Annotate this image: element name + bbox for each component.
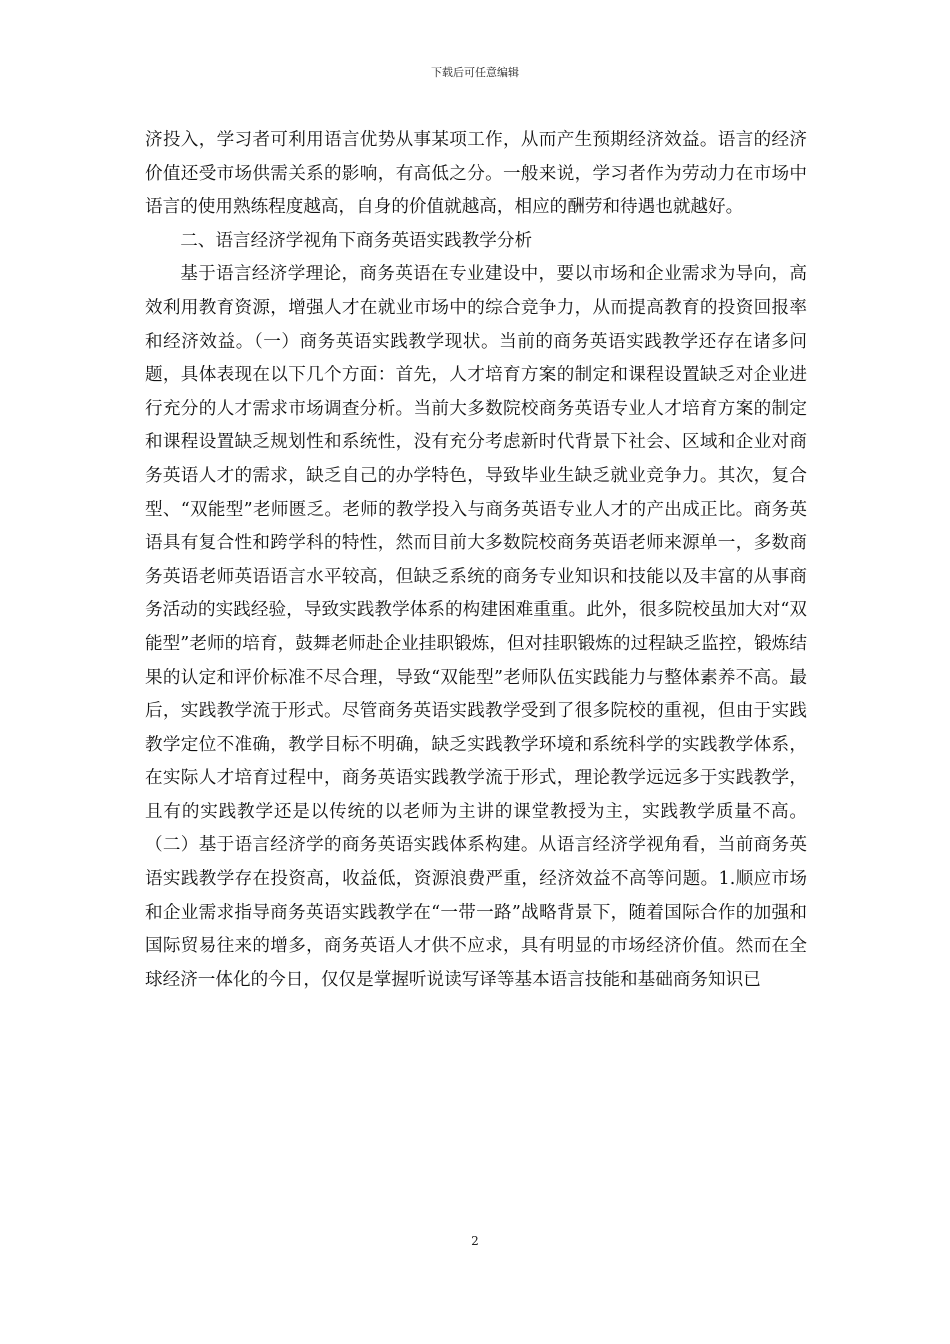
document-body <box>145 124 807 997</box>
page-header: 下载后可任意编辑 <box>431 66 519 79</box>
page-number: 2 <box>471 1234 479 1248</box>
body-paragraph: 基于语言经济学理论，商务英语在专业建设中，要以市场和企业需求为导向，高效利用教育资源，增强人才在就业市场中的综合竞争力，从而提高教育的投资回报率和经济效益。（一）商务英语实践教学现状。当前的商务英语实践教学还存在诸多问题，具体表现在以下几个方面：首先，人才培育方案的制定和课程设置缺乏对企业进行充分的人才需求市场调查分析。当前大多数院校商务英语专业人才培育方案的制定和课程设置缺乏规划性和系统性，没有充分考虑新时代背景下社会、区域和企业对商务英语人才的需求，缺乏自己的办学特色，导致毕业生缺乏就业竞争力。其次，复合型、“双能型”老师匮乏。老师的教学投入与商务英语专业人才的产出成正比。商务英语具有复合性和跨学科的特性，然而目前大多数院校商务英语老师来源单一，多数商务英语老师英语语言水平较高，但缺乏系统的商务专业知识和技能以及丰富的从事商务活动的实践经验，导致实践教学体系的构建困难重重。此外，很多院校虽加大对“双能型”老师的培育，鼓舞老师赴企业挂职锻炼，但对挂职锻炼的过程缺乏监控，锻炼结果的认定和评价标准不尽合理，导致“双能型”老师队伍实践能力与整体素养不高。最后，实践教学流于形式。尽管商务英语实践教学受到了很多院校的重视，但由于实践教学定位不准确，教学目标不明确，缺乏实践教学环境和系统科学的实践教学体系，在实际人才培育过程中，商务英语实践教学流于形式，理论教学远远多于实践教学，且有的实践教学还是以传统的以老师为主讲的课堂教授为主，实践教学质量不高。（二）基于语言经济学的商务英语实践体系构建。从语言经济学视角看，当前商务英语实践教学存在投资高，收益低，资源浪费严重，经济效益不高等问题。1.顺应市场和企业需求指导商务英语实践教学在“一带一路”战略背景下，随着国际合作的加强和国际贸易往来的增多，商务英语人才供不应求，具有明显的市场经济价值。然而在全球经济一体化的今日，仅仅是掌握听说读写译等基本语言技能和基础商务知识已 <box>145 264 807 990</box>
section-heading: 二、语言经济学视角下商务英语实践教学分析 <box>180 230 533 251</box>
body-paragraph-continued: 济投入，学习者可利用语言优势从事某项工作，从而产生预期经济效益。语言的经济价值还受市场供需关系的影响，有高低之分。一般来说，学习者作为劳动力在市场中语言的使用熟练程度越高，自身的价值就越高，相应的酬劳和待遇也就越好。 <box>145 130 807 218</box>
